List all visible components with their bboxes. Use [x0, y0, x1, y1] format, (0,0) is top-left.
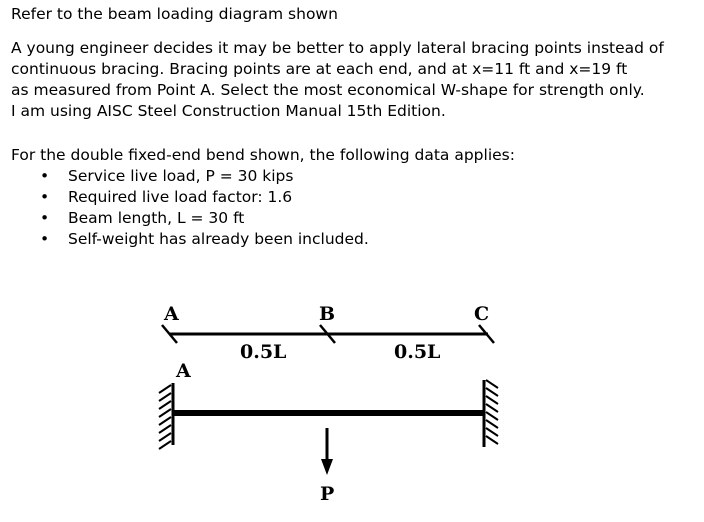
point-label-a: A	[164, 303, 179, 325]
right-fixed-support-icon	[484, 380, 498, 447]
paragraph-line: A young engineer decides it may be better to apply lateral bracing points instead of	[11, 39, 664, 57]
left-fixed-support-icon	[159, 383, 173, 449]
bullet-icon: •	[40, 209, 50, 227]
bracing-diagram	[162, 303, 494, 363]
point-label-b: B	[319, 303, 336, 325]
paragraph-line: as measured from Point A. Select the most economical W-shape for strength only.	[11, 81, 645, 99]
bullet-icon: •	[40, 188, 50, 206]
list-item-text: Service live load, P = 30 kips	[68, 167, 294, 185]
bullet-icon: •	[40, 167, 50, 185]
paragraph-line: continuous bracing. Bracing points are at each end, and at x=11 ft and x=19 ft	[11, 60, 628, 78]
list-item-text: Required live load factor: 1.6	[68, 188, 293, 206]
list-item-text: Self-weight has already been included.	[68, 230, 369, 248]
fixed-beam	[159, 360, 498, 505]
point-label-c: C	[474, 303, 490, 325]
load-label-p: P	[320, 483, 335, 505]
paragraph-line: I am using AISC Steel Construction Manual 15th Edition.	[11, 102, 446, 120]
data-intro: For the double fixed-end bend shown, the following data applies:	[11, 146, 515, 164]
support-label-a: A	[176, 360, 191, 382]
segment-label-bc: 0.5L	[394, 341, 441, 363]
list-item-text: Beam length, L = 30 ft	[68, 209, 245, 227]
load-arrow-icon	[321, 428, 333, 475]
bullet-icon: •	[40, 230, 50, 248]
segment-label-ab: 0.5L	[240, 341, 287, 363]
problem-heading: Refer to the beam loading diagram shown	[11, 5, 338, 23]
